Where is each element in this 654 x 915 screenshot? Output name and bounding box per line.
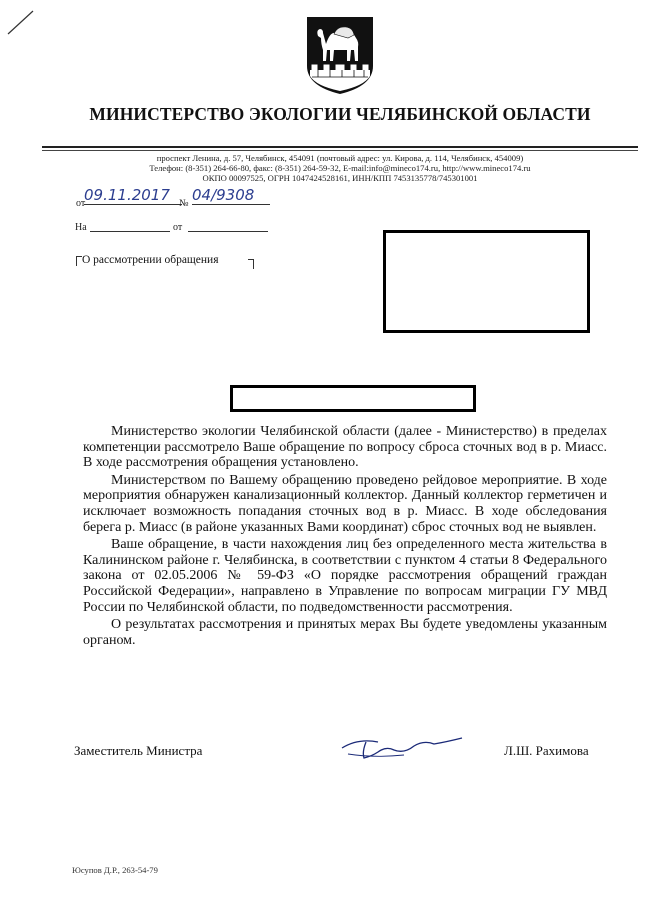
contact-phone-email: Телефон: (8-351) 264-66-80, факс: (8-351) 264-59-32, E-mail:info@mineco174.ru, http://www.mineco174.ru <box>149 163 531 173</box>
header-rule-thin <box>42 150 638 151</box>
outgoing-number-handwritten: 04/9308 <box>192 186 270 205</box>
subject-line: О рассмотрении обращения <box>82 254 219 266</box>
contact-address: проспект Ленина, д. 57, Челябинск, 454091 (почтовый адрес: ул. Кирова, д. 114, Челябинск, 454009) <box>156 153 524 163</box>
corner-pen-mark <box>6 8 36 38</box>
body-paragraph: Министерством по Вашему обращению проведено рейдовое мероприятие. В ходе мероприятия обнаружен канализационный коллектор. Данный коллектор герметичен и исключает возможность попадания сточных вод в р. Миасс. В ходе обследования берега р. Миасс (в районе указанных Вами координат) сброс сточных вод не выявлен. <box>83 472 607 535</box>
incoming-ref-label: На <box>75 222 87 233</box>
redacted-recipient-box <box>383 230 590 333</box>
letter-body <box>83 424 607 650</box>
date-label: от <box>76 198 86 209</box>
handwritten-signature <box>334 732 466 762</box>
body-paragraph: Министерство экологии Челябинской области (далее - Министерство) в пределах компетенции рассмотрело Ваше обращение по вопросу сброса сточных вод в р. Миасс. В ходе рассмотрения обращения установлено. <box>83 424 607 471</box>
executor-contact: Юсупов Д.Р., 263-54-79 <box>72 865 158 875</box>
subject-bracket-right <box>248 259 254 269</box>
incoming-ref-blank <box>90 231 170 232</box>
outgoing-date-handwritten: 09.11.2017 <box>84 186 182 205</box>
redacted-greeting-box <box>230 385 476 412</box>
signer-name: Л.Ш. Рахимова <box>504 743 589 758</box>
incoming-date-blank <box>188 231 268 232</box>
body-paragraph: О результатах рассмотрения и принятых мерах Вы будете уведомлены указанным органом. <box>83 617 607 648</box>
body-paragraph: Ваше обращение, в части нахождения лиц без определенного места жительства в Калининском районе г. Челябинска, в соответствии с пунктом 4 статьи 8 Федерального закона от 02.05.2006 № 59-ФЗ «О порядке рассмотрения обращений граждан Российской Федерации», направлено в Управление по вопросам миграции ГУ МВД России по Челябинской области, по подведомственности рассмотрения. <box>83 537 607 615</box>
ministry-title: МИНИСТЕРСТВО ЭКОЛОГИИ ЧЕЛЯБИНСКОЙ ОБЛАСТИ <box>89 104 591 124</box>
signer-position: Заместитель Министра <box>74 743 203 758</box>
number-label: № <box>179 198 189 209</box>
coat-of-arms-icon <box>304 14 376 96</box>
incoming-date-label: от <box>173 222 183 233</box>
header-rule <box>42 146 638 148</box>
contact-registration-codes: ОКПО 00097525, ОГРН 1047424528161, ИНН/КПП 7453135778/745301001 <box>202 173 478 183</box>
